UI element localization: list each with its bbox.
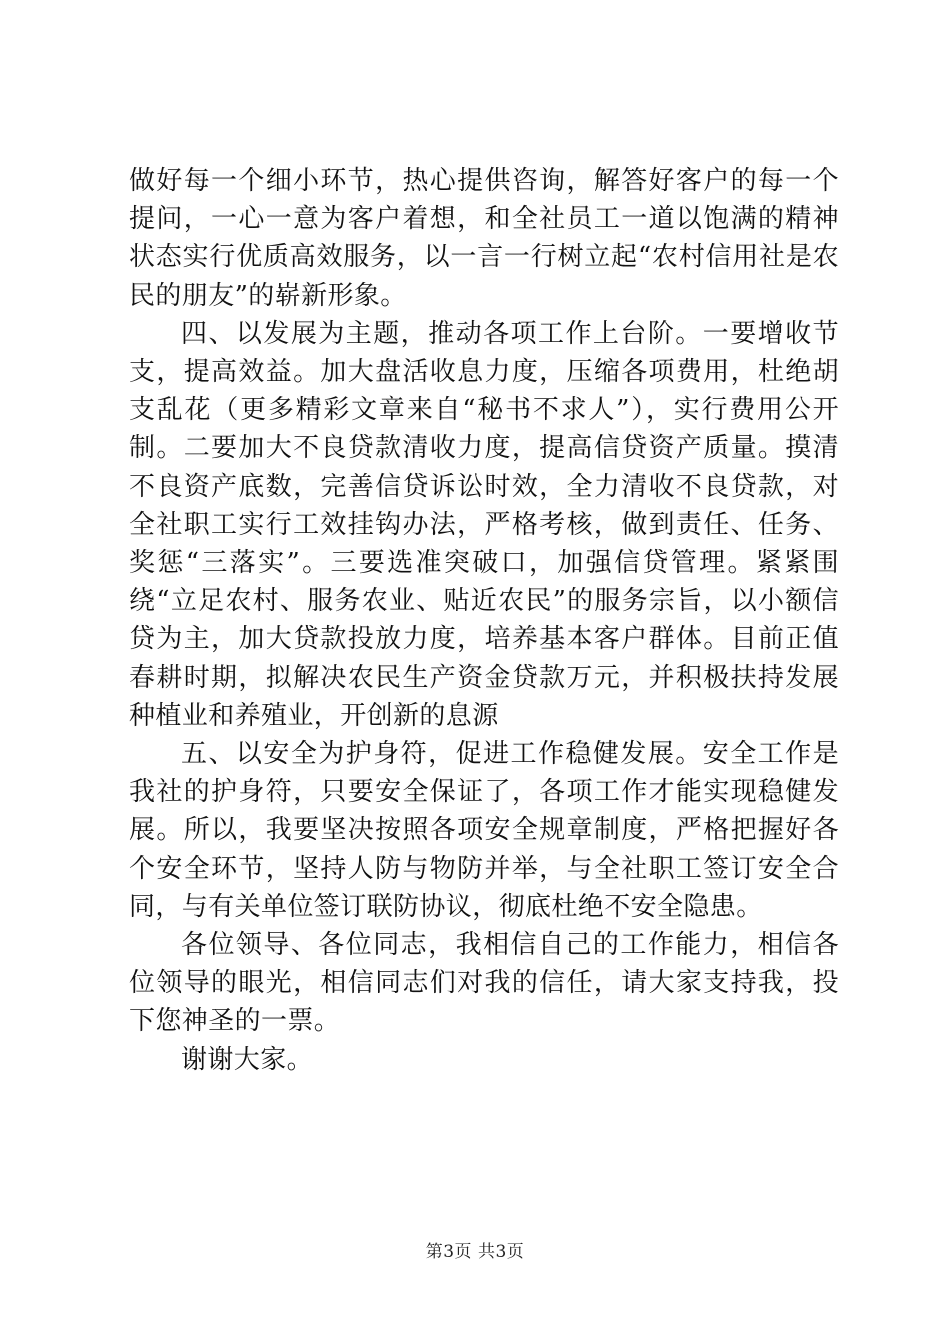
paragraph-closing-appeal: 各位领导、各位同志，我相信自己的工作能力，相信各位领导的眼光，相信同志们对我的信任，请大家支持我，投下您神圣的一票。	[129, 930, 839, 1037]
document-body	[129, 162, 839, 1079]
paragraph-continuation: 做好每一个细小环节，热心提供咨询，解答好客户的每一个提问，一心一意为客户着想，和全社员工一道以饱满的精神状态实行优质高效服务，以一言一行树立起“农村信用社是农民的朋友”的崭新形象。	[129, 166, 839, 311]
page-number-footer: 第3页 共3页	[425, 1242, 525, 1262]
paragraph-section-five: 五、以安全为护身符，促进工作稳健发展。安全工作是我社的护身符，只要安全保证了，各项工作才能实现稳健发展。所以，我要坚决按照各项安全规章制度，严格把握好各个安全环节，坚持人防与物防并举，与全社职工签订安全合同，与有关单位签订联防协议，彻底杜绝不安全隐患。	[129, 739, 839, 922]
paragraph-section-four: 四、以发展为主题，推动各项工作上台阶。一要增收节支，提高效益。加大盘活收息力度，压缩各项费用，杜绝胡支乱花（更多精彩文章来自“秘书不求人”），实行费用公开制。二要加大不良贷款清收力度，提高信贷资产质量。摸清不良资产底数，完善信贷诉讼时效，全力清收不良贷款，对全社职工实行工效挂钩办法，严格考核，做到责任、任务、奖惩“三落实”。三要选准突破口，加强信贷管理。紧紧围绕“立足农村、服务农业、贴近农民”的服务宗旨，以小额信贷为主，加大贷款投放力度，培养基本客户群体。目前正值春耕时期，拟解决农民生产资金贷款万元，并积极扶持发展种植业和养殖业，开创新的息源	[129, 318, 839, 731]
paragraph-thanks: 谢谢大家。	[181, 1044, 314, 1075]
